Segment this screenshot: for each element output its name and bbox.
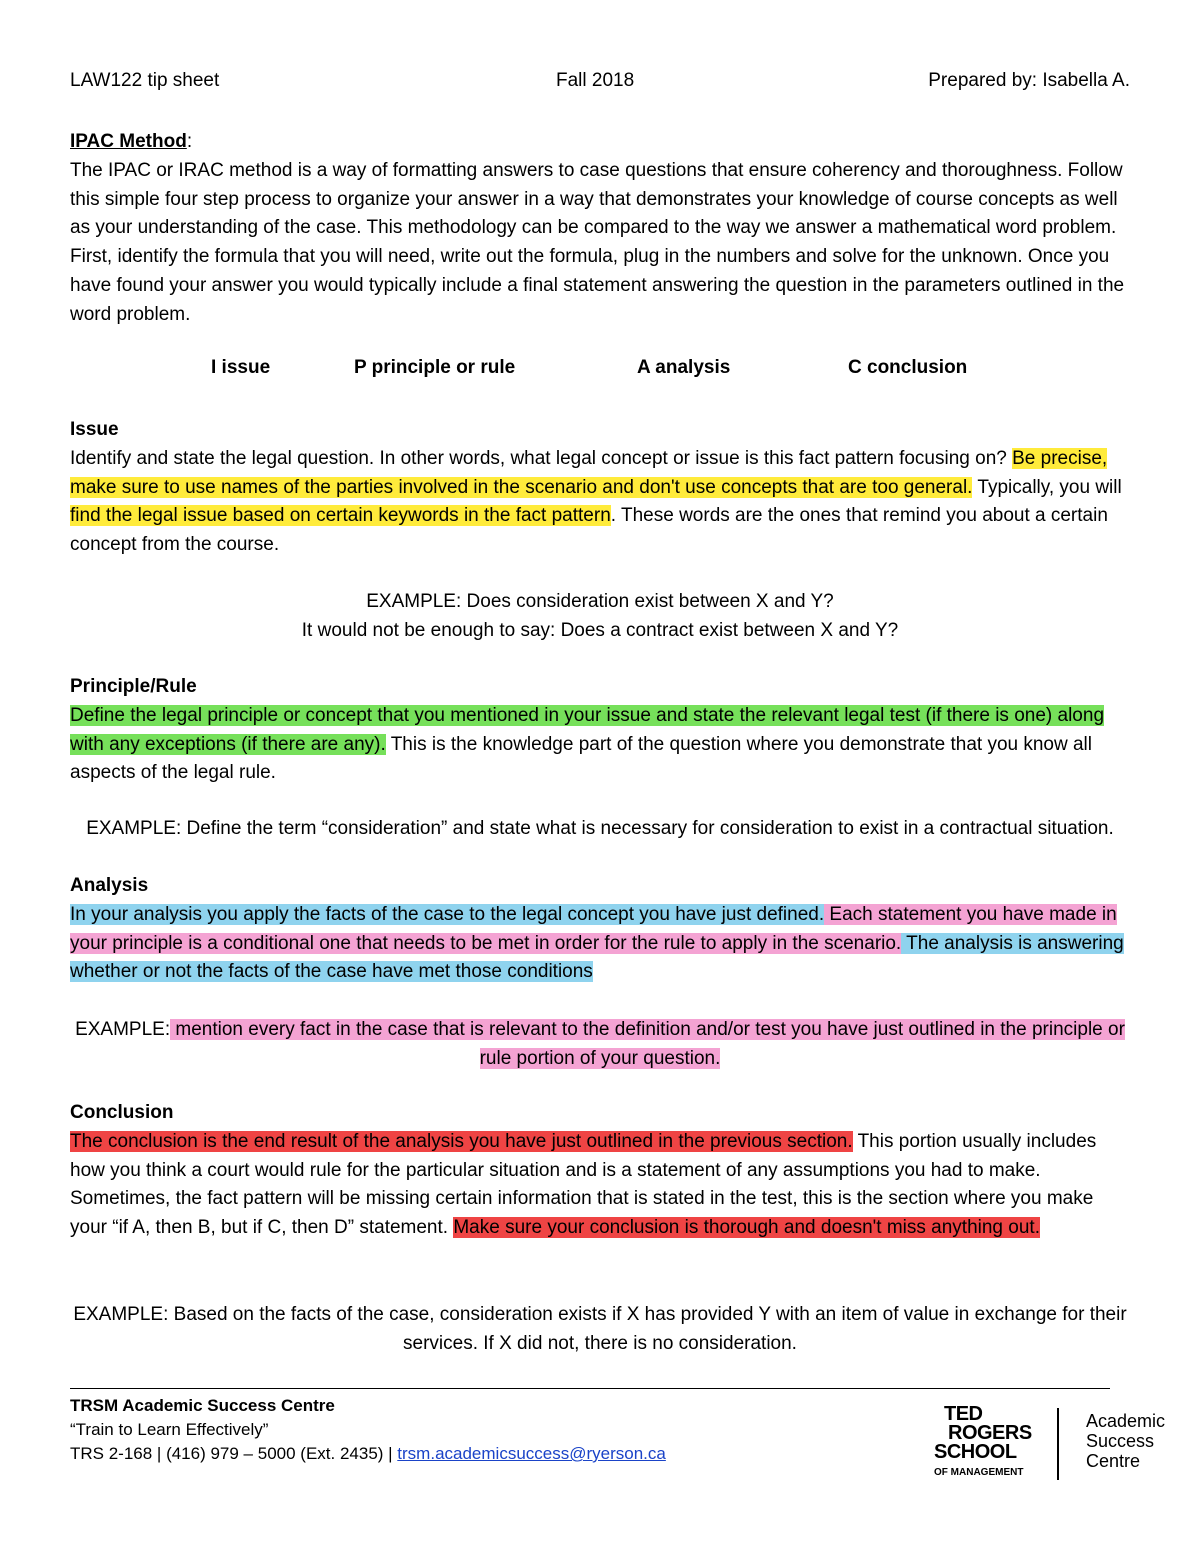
- logo-line-academic: Academic: [1086, 1411, 1166, 1431]
- principle-text: This is the knowledge part of the question where you demonstrate that you know all aspects of the legal rule.: [70, 733, 1092, 784]
- author-label: Prepared by: Isabella A.: [928, 70, 1130, 91]
- principle-example: EXAMPLE: Define the term “consideration” and state what is necessary for consideration to exist in a contractual situation.: [86, 818, 1114, 839]
- analysis-example-text: mention every fact in the case that is relevant to the definition and/or test you have just outlined in the principle or rule portion of your question.: [170, 1019, 1125, 1069]
- intro-paragraph: The IPAC or IRAC method is a way of formatting answers to case questions that ensure coherency and thoroughness. Follow this simple four step process to organize your answer in a way that demonstrates your knowledge of course concepts as well as your understanding of the case. This methodology can be compared to the way we answer a mathematical word problem. First, identify the formula that you will need, write out the formula, plug in the numbers and solve for the unknown. Once you have found your answer you would typically include a final statement answering the question in the parameters outlined in the word problem.: [70, 159, 1125, 325]
- footer-tagline: “Train to Learn Effectively”: [70, 1420, 269, 1439]
- term-label: Fall 2018: [556, 70, 635, 91]
- logo-centre-name: [1086, 1411, 1165, 1471]
- analysis-heading: Analysis: [70, 875, 149, 896]
- step-issue: I issue: [211, 357, 271, 378]
- issue-example-1: EXAMPLE: Does consideration exist between X and Y?: [366, 591, 834, 612]
- footer-divider: [70, 1388, 1110, 1389]
- footer-contact: TRS 2-168 | (416) 979 – 5000 (Ext. 2435) |: [70, 1444, 398, 1463]
- trsm-logo: [930, 1405, 1190, 1485]
- conclusion-heading: Conclusion: [70, 1102, 174, 1123]
- issue-example-2: It would not be enough to say: Does a contract exist between X and Y?: [301, 619, 899, 641]
- logo-of-management: OF MANAGEMENT: [934, 1467, 1024, 1478]
- section-title: IPAC Method: [70, 131, 187, 152]
- issue-heading: Issue: [70, 419, 119, 440]
- logo-divider: [1057, 1408, 1059, 1480]
- issue-section: [70, 416, 1130, 560]
- conclusion-highlight-1: The conclusion is the end result of the analysis you have just outlined in the previous section.: [70, 1130, 853, 1152]
- conclusion-section: [70, 1099, 1130, 1243]
- principle-heading: Principle/Rule: [70, 676, 197, 697]
- conclusion-example: EXAMPLE: Based on the facts of the case, consideration exists if X has provided Y with an item of value in exchange for their services. If X did not, there is no consideration.: [73, 1304, 1127, 1354]
- analysis-example-label: EXAMPLE:: [75, 1019, 171, 1040]
- step-conclusion: C conclusion: [848, 357, 968, 378]
- page-header: [70, 70, 1130, 98]
- logo-line-rogers: ROGERS: [948, 1422, 1032, 1444]
- ipac-steps: [70, 357, 1130, 387]
- issue-text-2: Typically, you will: [972, 476, 1122, 498]
- step-principle: P principle or rule: [354, 357, 516, 378]
- footer-org: TRSM Academic Success Centre: [70, 1396, 335, 1415]
- issue-example: [70, 588, 1130, 646]
- email-link[interactable]: trsm.academicsuccess@ryerson.ca: [397, 1444, 666, 1463]
- logo-line-school: SCHOOL: [934, 1441, 1017, 1463]
- principle-section: [70, 673, 1130, 788]
- course-label: LAW122 tip sheet: [70, 70, 220, 91]
- analysis-highlight-3: The analysis is answering whether or not the facts of the case have met those conditions: [70, 932, 1124, 983]
- analysis-highlight-2: Each statement you have made in your principle is a conditional one that needs to be met in order for the rule to apply in the scenario.: [70, 903, 1117, 954]
- analysis-section: [70, 872, 1130, 987]
- analysis-highlight-1: In your analysis you apply the facts of the case to the legal concept you have just defined.: [70, 903, 825, 925]
- conclusion-text: This portion usually includes how you think a court would rule for the particular situation and is a statement of any assumptions you had to make. Sometimes, the fact pattern will be missing certain information that is stated in the test, this is the section where you make your “if A, then B, but if C, then D” statement.: [70, 1130, 1097, 1239]
- issue-text-1: Identify and state the legal question. In other words, what legal concept or issue is this fact pattern focusing on?: [70, 447, 1013, 469]
- title-colon: :: [186, 131, 193, 152]
- intro-section: [70, 128, 1130, 330]
- logo-line-ted: TED: [944, 1403, 983, 1425]
- issue-highlight-2: find the legal issue based on certain keywords in the fact pattern: [70, 505, 611, 527]
- issue-text-3: . These words are the ones that remind you about a certain concept from the course.: [70, 505, 1108, 556]
- analysis-example: [70, 1016, 1130, 1074]
- principle-highlight: Define the legal principle or concept that you mentioned in your issue and state the relevant legal test (if there is one) along with any exceptions (if there are any).: [70, 704, 1105, 755]
- conclusion-highlight-2: Make sure your conclusion is thorough and doesn't miss anything out.: [453, 1217, 1040, 1239]
- issue-highlight-1: Be precise, make sure to use names of the parties involved in the scenario and don't use concepts that are too general.: [70, 447, 1108, 498]
- logo-line-centre: Centre: [1086, 1451, 1141, 1471]
- page-footer: [70, 1394, 666, 1466]
- step-analysis: A analysis: [637, 357, 731, 378]
- logo-line-success: Success: [1086, 1431, 1155, 1451]
- logo-school-name: [934, 1405, 1032, 1462]
